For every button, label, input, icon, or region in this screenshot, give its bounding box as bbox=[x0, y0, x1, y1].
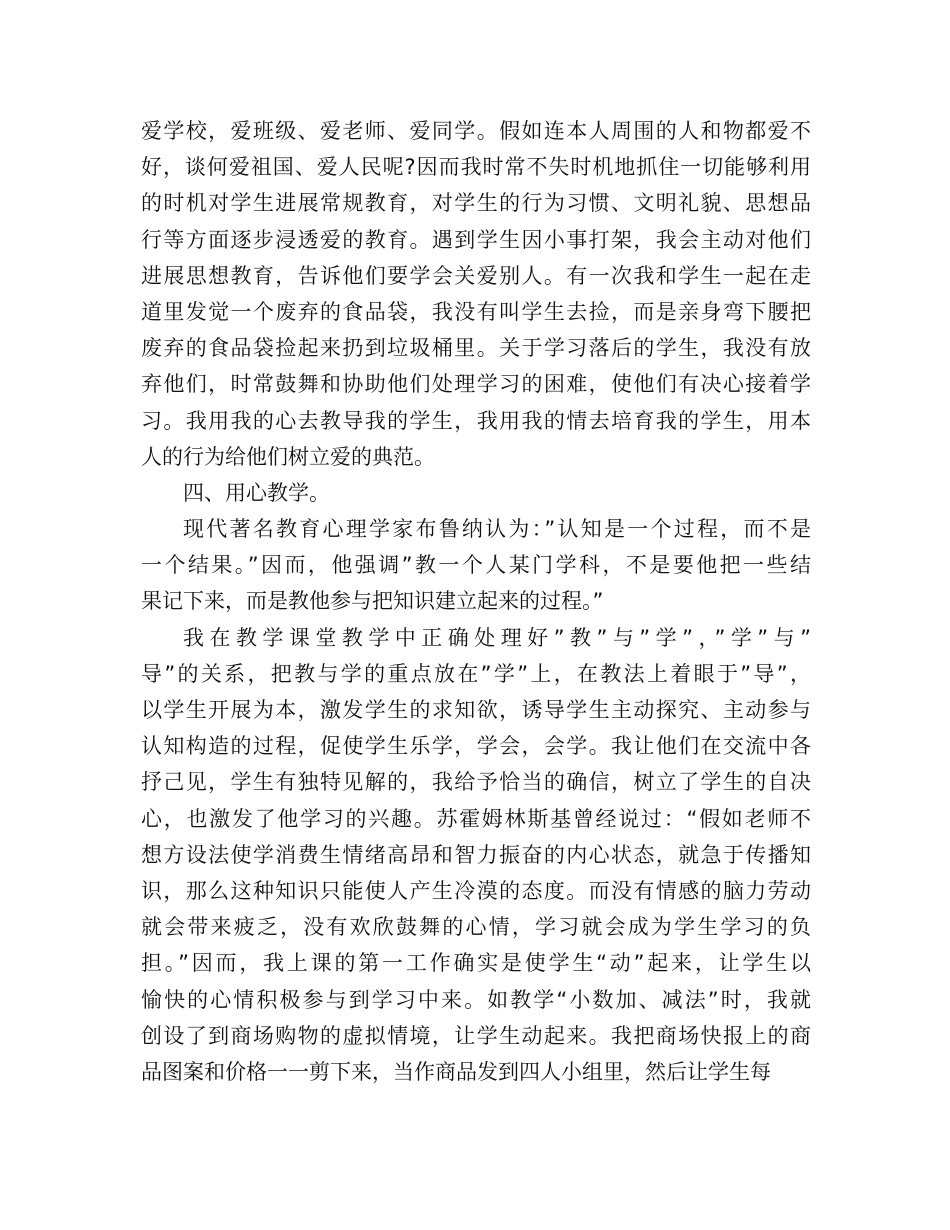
text-line: 以学生开展为本，激发学生的求知欲，诱导学生主动探究、主动参与 bbox=[141, 698, 811, 722]
text-line: 进展思想教育，告诉他们要学会关爱别人。有一次我和学生一起在走 bbox=[141, 263, 811, 288]
text-line: 导”的关系，把教与学的重点放在”学”上，在教法上着眼于”导”， bbox=[141, 661, 811, 686]
text-line: 四、用心教学。 bbox=[183, 480, 330, 505]
text-line: 果记下来，而是教他参与把知识建立起来的过程。” bbox=[141, 589, 604, 614]
text-line: 创设了到商场购物的虚拟情境，让学生动起来。我把商场快报上的商 bbox=[141, 1023, 811, 1048]
text-line: 废弃的食品袋捡起来扔到垃圾桶里。关于学习落后的学生，我没有放 bbox=[141, 336, 811, 361]
text-line: 好，谈何爱祖国、爱人民呢?因而我时常不失时机地抓住一切能够利用 bbox=[141, 155, 811, 180]
text-line: 一个结果。”因而，他强调”教一个人某门学科，不是要他把一些结 bbox=[141, 553, 811, 578]
text-line: 就会带来疲乏，没有欢欣鼓舞的心情，学习就会成为学生学习的负 bbox=[141, 915, 811, 940]
text-line: 行等方面逐步浸透爱的教育。遇到学生因小事打架，我会主动对他们 bbox=[141, 227, 811, 252]
text-line: 愉快的心情积极参与到学习中来。如教学“小数加、减法”时，我就 bbox=[141, 987, 811, 1012]
text-line: 现代著名教育心理学家布鲁纳认为：”认知是一个过程，而不是 bbox=[183, 517, 811, 542]
text-line: 习。我用我的心去教导我的学生，我用我的情去培育我的学生，用本 bbox=[141, 408, 811, 433]
text-line: 认知构造的过程，促使学生乐学，学会，会学。我让他们在交流中各 bbox=[141, 734, 811, 759]
text-line: 抒己见，学生有独特见解的，我给予恰当的确信，树立了学生的自决 bbox=[141, 770, 811, 795]
text-line: 品图案和价格一一剪下来，当作商品发到四人小组里，然后让学生每 bbox=[141, 1059, 771, 1084]
text-line: 识，那么这种知识只能使人产生冷漠的态度。而没有情感的脑力劳动 bbox=[141, 878, 811, 903]
text-line: 弃他们，时常鼓舞和协助他们处理学习的困难，使他们有决心接着学 bbox=[141, 372, 811, 397]
text-line: 道里发觉一个废弃的食品袋，我没有叫学生去捡，而是亲身弯下腰把 bbox=[141, 299, 811, 324]
text-line: 人的行为给他们树立爱的典范。 bbox=[141, 444, 435, 469]
text-line: 的时机对学生进展常规教育，对学生的行为习惯、文明礼貌、思想品 bbox=[141, 191, 811, 216]
text-line: 想方设法使学消费生情绪高昂和智力振奋的内心状态，就急于传播知 bbox=[141, 842, 811, 867]
document-body bbox=[141, 113, 811, 1090]
section-heading bbox=[141, 475, 811, 511]
paragraph bbox=[141, 511, 811, 620]
text-line: 爱学校，爱班级、爱老师、爱同学。假如连本人周围的人和物都爱不 bbox=[141, 119, 811, 143]
text-line: 我在教学课堂教学中正确处理好”教”与”学”，”学”与” bbox=[183, 625, 811, 650]
paragraph bbox=[141, 620, 811, 1090]
paragraph bbox=[141, 113, 811, 475]
text-line: 担。”因而，我上课的第一工作确实是使学生“动”起来，让学生以 bbox=[141, 951, 811, 976]
text-line: 心，也激发了他学习的兴趣。苏霍姆林斯基曾经说过：“假如老师不 bbox=[141, 806, 811, 831]
